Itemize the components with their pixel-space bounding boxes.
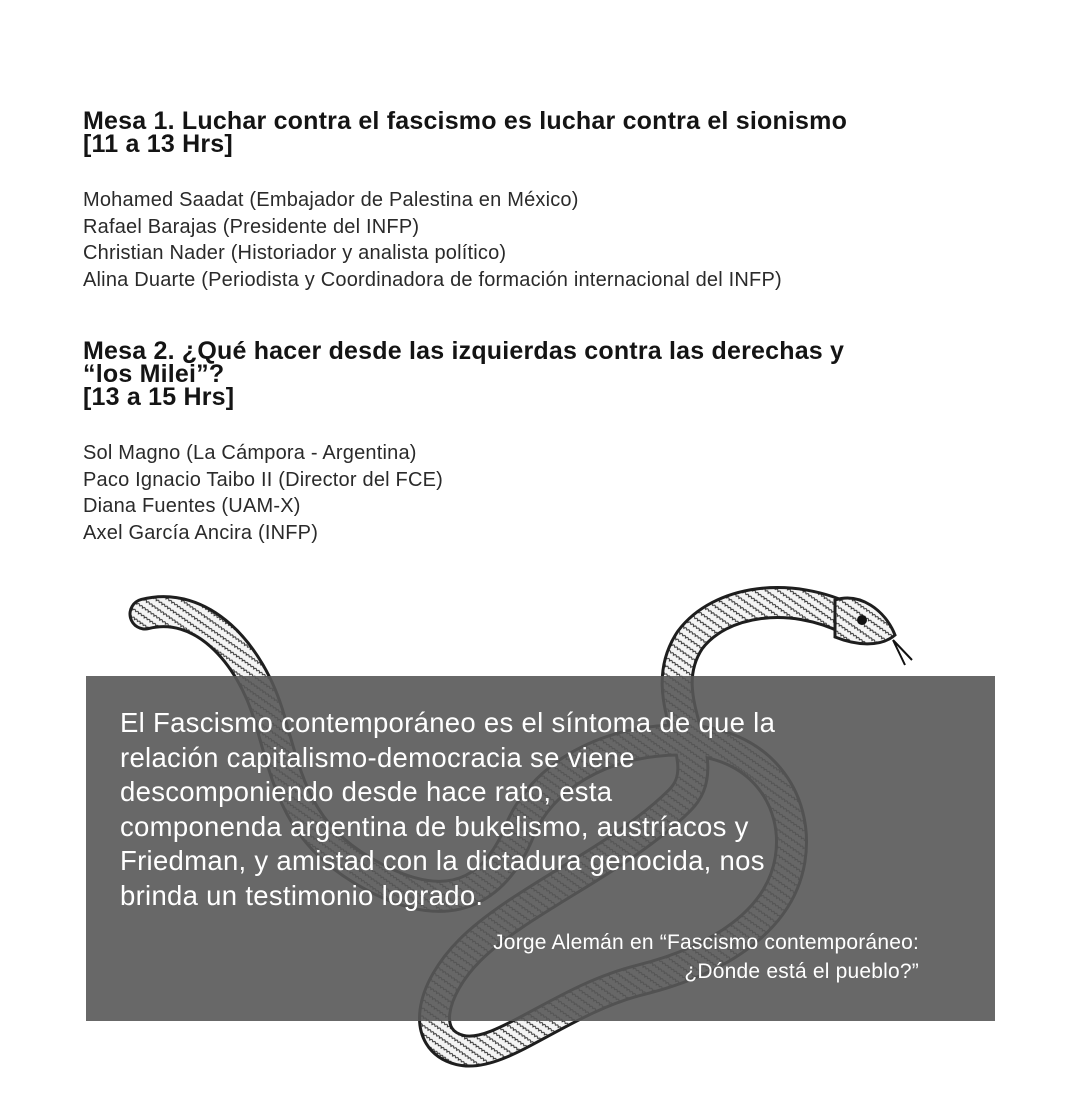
quote-box [86, 676, 995, 1021]
mesa-1-time: [11 a 13 Hrs] [83, 130, 233, 158]
snake-head [835, 598, 912, 665]
mesa-2-title-line-1: Mesa 2. ¿Qué hacer desde las izquierdas contra las derechas y [83, 337, 845, 365]
speaker-item: Mohamed Saadat (Embajador de Palestina en México) [83, 189, 579, 211]
quote-line: Friedman, y amistad con la dictadura genocida, nos [120, 845, 765, 876]
speaker-item: Rafael Barajas (Presidente del INFP) [83, 215, 420, 238]
speaker-item: Axel García Ancira (INFP) [83, 521, 319, 544]
attribution-line-2: ¿Dónde está el pueblo?” [684, 960, 919, 983]
mesa-2-title-line-2: “los Milei”? [83, 360, 225, 388]
speaker-item: Alina Duarte (Periodista y Coordinadora de formación internacional del INFP) [83, 268, 782, 291]
speaker-item: Paco Ignacio Taibo II (Director del FCE) [83, 468, 444, 491]
quote-line: relación capitalismo-democracia se viene [120, 741, 635, 773]
quote-line: brinda un testimonio logrado. [120, 879, 484, 911]
quote-text [120, 706, 960, 913]
quote-attribution [493, 928, 919, 986]
speaker-item: Christian Nader (Historiador y analista político) [83, 242, 507, 264]
mesa-2-time: [13 a 15 Hrs] [83, 383, 235, 411]
quote-line: El Fascismo contemporáneo es el síntoma de que la [120, 707, 776, 738]
mesa-1-title-line-1: Mesa 1. Luchar contra el fascismo es luchar contra el sionismo [83, 107, 848, 135]
speaker-item: Sol Magno (La Cámpora - Argentina) [83, 442, 417, 464]
quote-line: componenda argentina de bukelismo, austríacos y [120, 810, 749, 842]
attribution-line-1: Jorge Alemán en “Fascismo contemporáneo: [493, 931, 919, 954]
speaker-item: Diana Fuentes (UAM-X) [83, 495, 301, 517]
quote-line: descomponiendo desde hace rato, esta [120, 776, 613, 807]
